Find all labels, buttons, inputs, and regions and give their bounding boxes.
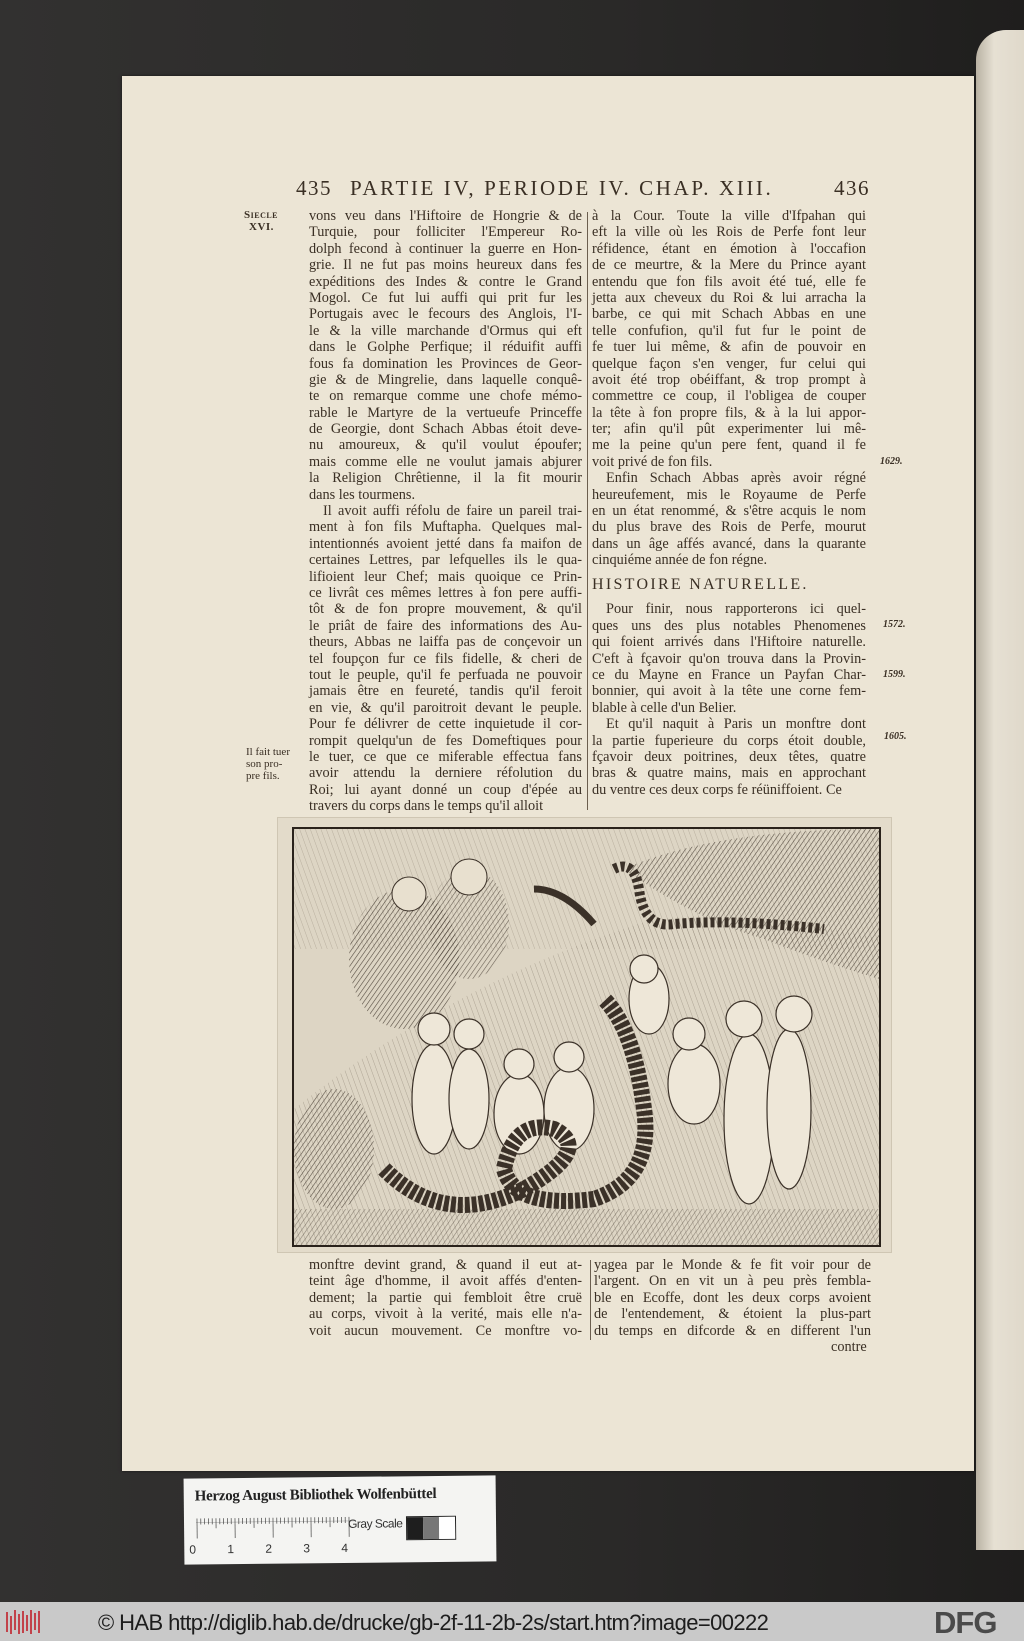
text-line: theurs, Abbas ne laiffa pas de conçevoir un [309, 634, 582, 651]
text-line: rable le Martyre de la vertueufe Princeffe [309, 404, 582, 421]
dfg-logo: DFG [934, 1605, 997, 1640]
ruler-number: 2 [265, 1541, 273, 1556]
text-line: tout le peuple, qu'il fe perfuada ne pouvoir [309, 666, 582, 683]
margin-year: 1572. [883, 619, 906, 630]
text-line: la partie fuperieure du corps étoit double, [592, 732, 866, 749]
text-line: jetta aux cheveux du Roi & lui arracha la [592, 289, 866, 306]
page-number-left: 435 [296, 176, 332, 200]
text-line: réfidence, étant en émotion à l'occafion [592, 240, 866, 257]
text-line: ble en Ecoffe, dont les deux corps avoient [594, 1289, 871, 1306]
text-line: dans un âge affés avancé, dans la quarante [592, 535, 866, 552]
color-calibration-label [184, 1475, 497, 1564]
text-line: quelque façon s'en venger, fur celui qui [592, 355, 866, 372]
ruler-number: 0 [189, 1542, 197, 1557]
text-line: travers du corps dans le temps qu'il alloit [309, 798, 544, 815]
text-line: certaines Lettres, par lefquelles ils le qua- [309, 552, 582, 569]
text-line: avoit été trop obéiffant, & trop prompt à [592, 371, 866, 388]
text-line: Pour fe délivrer de cette inquietude il cor- [309, 716, 582, 733]
right-column-part-b [592, 601, 866, 798]
text-line: dans le Golphe Perfique; il réduifit auffi [309, 339, 582, 356]
text-line: qui foient arrivés dans l'Hiftoire naturelle. [592, 634, 866, 651]
text-line: intentionnés avoient jetté dans fa maifon de [309, 535, 582, 552]
catchword: contre [831, 1339, 867, 1355]
text-line: voit aucun mouvement. Ce monftre vo- [309, 1322, 582, 1339]
text-line: la tête à fon propre fils, & à la lui appor- [592, 404, 866, 421]
text-line: le & la ville marchande d'Ormus qui eft [309, 322, 582, 339]
text-line: fe tuer lui même, & afin de pouvoir en [592, 339, 866, 356]
text-line: barbe, ce qui mit Schach Abbas en une [592, 306, 866, 323]
bottom-right-text [594, 1257, 871, 1339]
gray-scale-swatch [406, 1516, 456, 1541]
text-line: lifioient leur Chef; mais quoique ce Prin- [309, 568, 582, 585]
text-line: du ventre ces deux corps fe réüniffoient. Ce [592, 781, 842, 798]
beast-figure [294, 1089, 374, 1209]
text-line: heureufement, mis le Royaume de Perfe [592, 486, 866, 503]
text-line: Turquie, pour folliciter l'Empereur Ro- [309, 224, 582, 241]
text-line: de Georgie, dont Schach Abbas étoit deve- [309, 421, 582, 438]
text-line: me la peine qu'un pere fent, quand il fe [592, 437, 866, 454]
text-line: en un état renommé, & s'être acquis le nom [592, 503, 866, 520]
text-line: la Religion Chrêtienne, il la fit mourir [309, 470, 582, 487]
text-line: cinquiéme année de fon régne. [592, 552, 768, 569]
text-line: du temps en difcorde & en different l'un [594, 1322, 871, 1339]
left-column [309, 208, 582, 814]
text-line: expéditions des Indes & contre le Grand [309, 273, 582, 290]
text-line: le tuer, ce que ce miferable effectua fans [309, 748, 582, 765]
text-line: ce livrât ces mêmes lettres à fon pere auffi- [309, 584, 582, 601]
column-divider [587, 212, 588, 810]
ruler [196, 1515, 356, 1539]
text-line: l'argent. On en vit un à peu près fembla- [594, 1273, 871, 1290]
ruler-number: 4 [341, 1540, 349, 1555]
engraving-illustration [292, 827, 881, 1247]
text-line: telle confufion, qu'il fut fur le point de [592, 322, 866, 339]
gray-scale-label: Gray Scale [347, 1516, 403, 1531]
text-line: commettre ce coup, il l'obligea de couper [592, 388, 866, 405]
ground [294, 1209, 879, 1245]
text-line: de ce meurtre, & la Mere du Prince ayant [592, 257, 866, 274]
footer-bar [0, 1602, 1024, 1641]
margin-century: XVI. [249, 221, 274, 233]
margin-siecle: Siecle [244, 209, 279, 221]
text-line: dement; la partie qui fembloit être cruë [309, 1289, 582, 1306]
running-title: PARTIE IV, PERIODE IV. CHAP. XIII. [350, 176, 774, 200]
text-line: rompit quelqu'un de fes Domeftiques pour [309, 732, 582, 749]
text-line: ment à fon fils Muftapha. Quelques mal- [309, 519, 582, 536]
margin-note-line: pre fils. [246, 770, 280, 782]
text-line: bras & quatre mains, mais en approchant [592, 765, 866, 782]
text-line: tel foupçon fur ce fils fidelle, & cheri de [309, 650, 582, 667]
text-line: jamais être en feureté, tandis qu'il feroit [309, 683, 582, 700]
ruler-number: 3 [303, 1541, 311, 1556]
text-line: nu amoureux, & qu'il voulut époufer; [309, 437, 582, 454]
margin-year: 1629. [880, 456, 903, 467]
text-line: Pour finir, nous rapporterons ici quel- [606, 601, 866, 618]
text-line: te on remarque comme une chofe mémo- [309, 388, 582, 405]
engraving-drawing [294, 829, 879, 1245]
text-line: avoir attendu la derniere réfolution du [309, 765, 582, 782]
text-line: fçavoir deux poitrines, deux têtes, quatre [592, 748, 866, 765]
text-line: du plus brave des Rois de Perfe, mourut [592, 519, 866, 536]
text-line: ter; afin qu'il pût experimenter lui mê- [592, 421, 866, 438]
permalink[interactable]: © HAB http://diglib.hab.de/drucke/gb-2f-11-2b-2s/start.htm?image=00222 [98, 1610, 769, 1635]
text-line: bonnier, qui avoit à la tête une corne fem- [592, 683, 866, 700]
page-number-right: 436 [834, 176, 870, 200]
hab-logo-icon [4, 1608, 44, 1636]
margin-note-line: Il fait tuer [246, 746, 290, 758]
text-line: dans les tourmens. [309, 486, 416, 503]
right-column-part-a [592, 208, 866, 569]
text-line: ce du Mayne en France un Payfan Char- [592, 666, 866, 683]
text-line: au corps, vivoit à la verité, mais elle n'a- [309, 1306, 582, 1323]
bottom-column-divider [590, 1260, 591, 1340]
text-line: Roi; lui ayant donné un coup d'épée au [309, 781, 582, 798]
text-line: Mogol. Ce fut lui auffi qui prit fur les [309, 289, 582, 306]
text-line: voit privé de fon fils. [592, 453, 713, 470]
text-line: blable à celle d'un Belier. [592, 699, 737, 716]
text-line: grie. Il ne fut pas moins heureux dans fes [309, 257, 582, 274]
text-line: Portugais avec le fecours des Anglois, l'I- [309, 306, 582, 323]
text-line: yagea par le Monde & fe fit voir pour de [594, 1257, 871, 1273]
text-line: tôt & de fon propre mouvement, & qu'il [309, 601, 582, 618]
text-line: Enfin Schach Abbas après avoir régné [606, 470, 866, 487]
right-column [592, 208, 866, 798]
margin-note-line: son pro- [246, 758, 283, 770]
text-line: à la Cour. Toute la ville d'Ifpahan qui [592, 208, 866, 224]
margin-year: 1605. [884, 731, 907, 742]
library-name: Herzog August Bibliothek Wolfenbüttel [194, 1485, 437, 1505]
text-line: fous fa domination les Provinces de Geor- [309, 355, 582, 372]
text-line: C'eft à fçavoir qu'on trouva dans la Provin- [592, 650, 866, 667]
text-line: dolph fecond à continuer la guerre en Hon- [309, 240, 582, 257]
text-line: entendu que fon fils avoit été tué, elle fe [592, 273, 866, 290]
facing-page-edge [976, 30, 1024, 1550]
text-line: ques uns des plus notables Phenomenes [592, 617, 866, 634]
text-line: gie & de Mingrelie, dans laquelle conquê- [309, 371, 582, 388]
text-line: Il avoit auffi réfolu de faire un pareil trai- [323, 503, 582, 520]
text-line: le priât de faire des informations des Au- [309, 617, 582, 634]
text-line: monftre devint grand, & quand il eut at- [309, 1257, 582, 1273]
ruler-number: 1 [227, 1542, 235, 1557]
section-heading: HISTOIRE NATURELLE. [592, 575, 809, 593]
text-line: teint âge d'homme, il avoit affés d'enten- [309, 1273, 582, 1290]
text-line: vons veu dans l'Hiftoire de Hongrie & de [309, 208, 582, 224]
text-line: en vie, & qu'il paroitroit devant le peuple. [309, 699, 582, 716]
text-line: eft la ville où les Rois de Perfe font leur [592, 224, 866, 241]
text-line: de l'entendement, & étoient la plus-part [594, 1306, 871, 1323]
text-line: mais comme elle ne voulut jamais abjurer [309, 453, 582, 470]
margin-year: 1599. [883, 669, 906, 680]
text-line: Et qu'il naquit à Paris un monftre dont [606, 716, 866, 733]
bottom-left-text [309, 1257, 582, 1339]
